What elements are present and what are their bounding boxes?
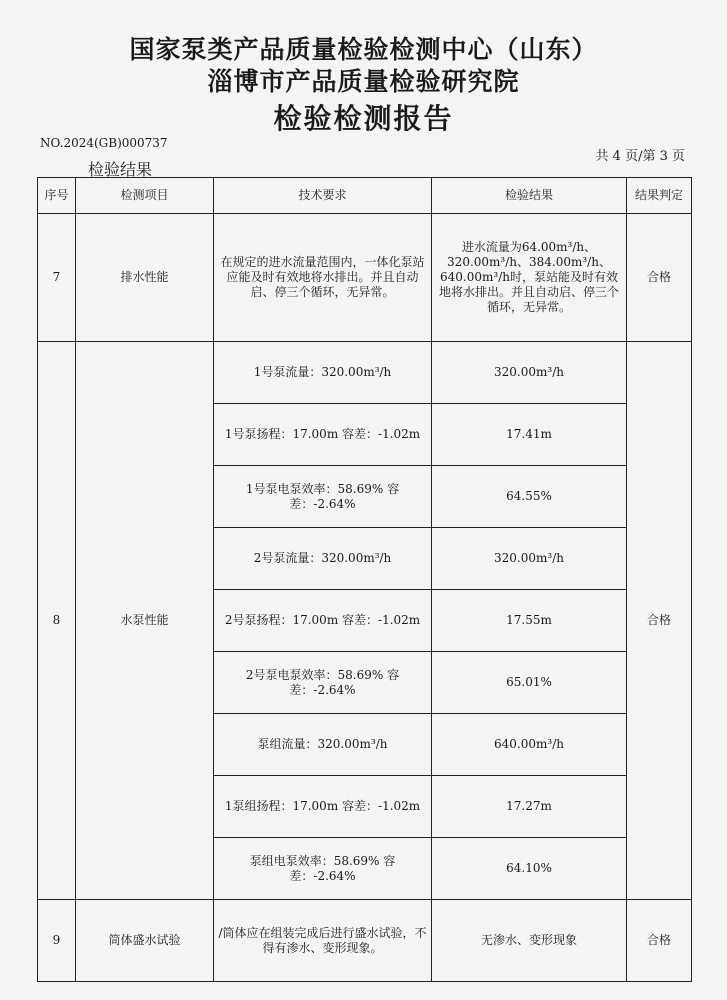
verdict: 合格 — [627, 214, 692, 342]
col-header-requirement: 技术要求 — [214, 178, 432, 214]
test-result: 无渗水、变形现象 — [432, 900, 627, 982]
row-number: 9 — [38, 900, 76, 982]
table-header-row — [38, 178, 692, 214]
col-header-no: 序号 — [38, 178, 76, 214]
test-result: 进水流量为64.00m³/h、320.00m³/h、384.00m³/h、640.00m³/h时，泵站能及时有效地将水排出。并且自动启、停三个循环，无异常。 — [432, 214, 627, 342]
verdict: 合格 — [627, 342, 692, 900]
institution-title: 国家泵类产品质量检验检测中心（山东） — [129, 35, 598, 64]
technical-requirement: 2号泵扬程：17.00m 容差：-1.02m — [214, 590, 432, 652]
technical-requirement: 2号泵流量：320.00m³/h — [214, 528, 432, 590]
col-header-verdict: 结果判定 — [627, 178, 692, 214]
verdict: 合格 — [627, 900, 692, 982]
section-title: 检验结果 — [88, 160, 153, 179]
technical-requirement: 在规定的进水流量范围内，一体化泵站应能及时有效地将水排出。并且自动启、停三个循环，无异常。 — [214, 214, 432, 342]
test-item: 排水性能 — [76, 214, 214, 342]
col-header-result: 检验结果 — [432, 178, 627, 214]
test-result: 17.55m — [432, 590, 627, 652]
row-number: 8 — [38, 342, 76, 900]
page-indicator: 共 4 页/第 3 页 — [595, 149, 685, 164]
test-item: 水泵性能 — [76, 342, 214, 900]
test-item: 筒体盛水试验 — [76, 900, 214, 982]
test-result: 17.41m — [432, 404, 627, 466]
institute-subtitle: 淄博市产品质量检验研究院 — [207, 67, 520, 96]
test-result: 64.55% — [432, 466, 627, 528]
table-row — [38, 342, 692, 404]
technical-requirement: 1泵组扬程：17.00m 容差：-1.02m — [214, 776, 432, 838]
test-result: 64.10% — [432, 838, 627, 900]
row-number: 7 — [38, 214, 76, 342]
test-result: 65.01% — [432, 652, 627, 714]
technical-requirement: /筒体应在组装完成后进行盛水试验，不得有渗水、变形现象。 — [214, 900, 432, 982]
report-number: NO.2024(GB)000737 — [40, 136, 168, 150]
test-result: 640.00m³/h — [432, 714, 627, 776]
report-title: 检验检测报告 — [273, 102, 454, 135]
test-result: 17.27m — [432, 776, 627, 838]
technical-requirement: 1号泵电泵效率：58.69% 容差：-2.64% — [214, 466, 432, 528]
col-header-item: 检测项目 — [76, 178, 214, 214]
technical-requirement: 2号泵电泵效率：58.69% 容差：-2.64% — [214, 652, 432, 714]
technical-requirement: 1号泵扬程：17.00m 容差：-1.02m — [214, 404, 432, 466]
technical-requirement: 泵组流量：320.00m³/h — [214, 714, 432, 776]
technical-requirement: 泵组电泵效率：58.69% 容差：-2.64% — [214, 838, 432, 900]
table-row — [38, 900, 692, 982]
technical-requirement: 1号泵流量：320.00m³/h — [214, 342, 432, 404]
test-result: 320.00m³/h — [432, 528, 627, 590]
table-row — [38, 214, 692, 342]
test-result: 320.00m³/h — [432, 342, 627, 404]
results-table — [37, 177, 692, 982]
